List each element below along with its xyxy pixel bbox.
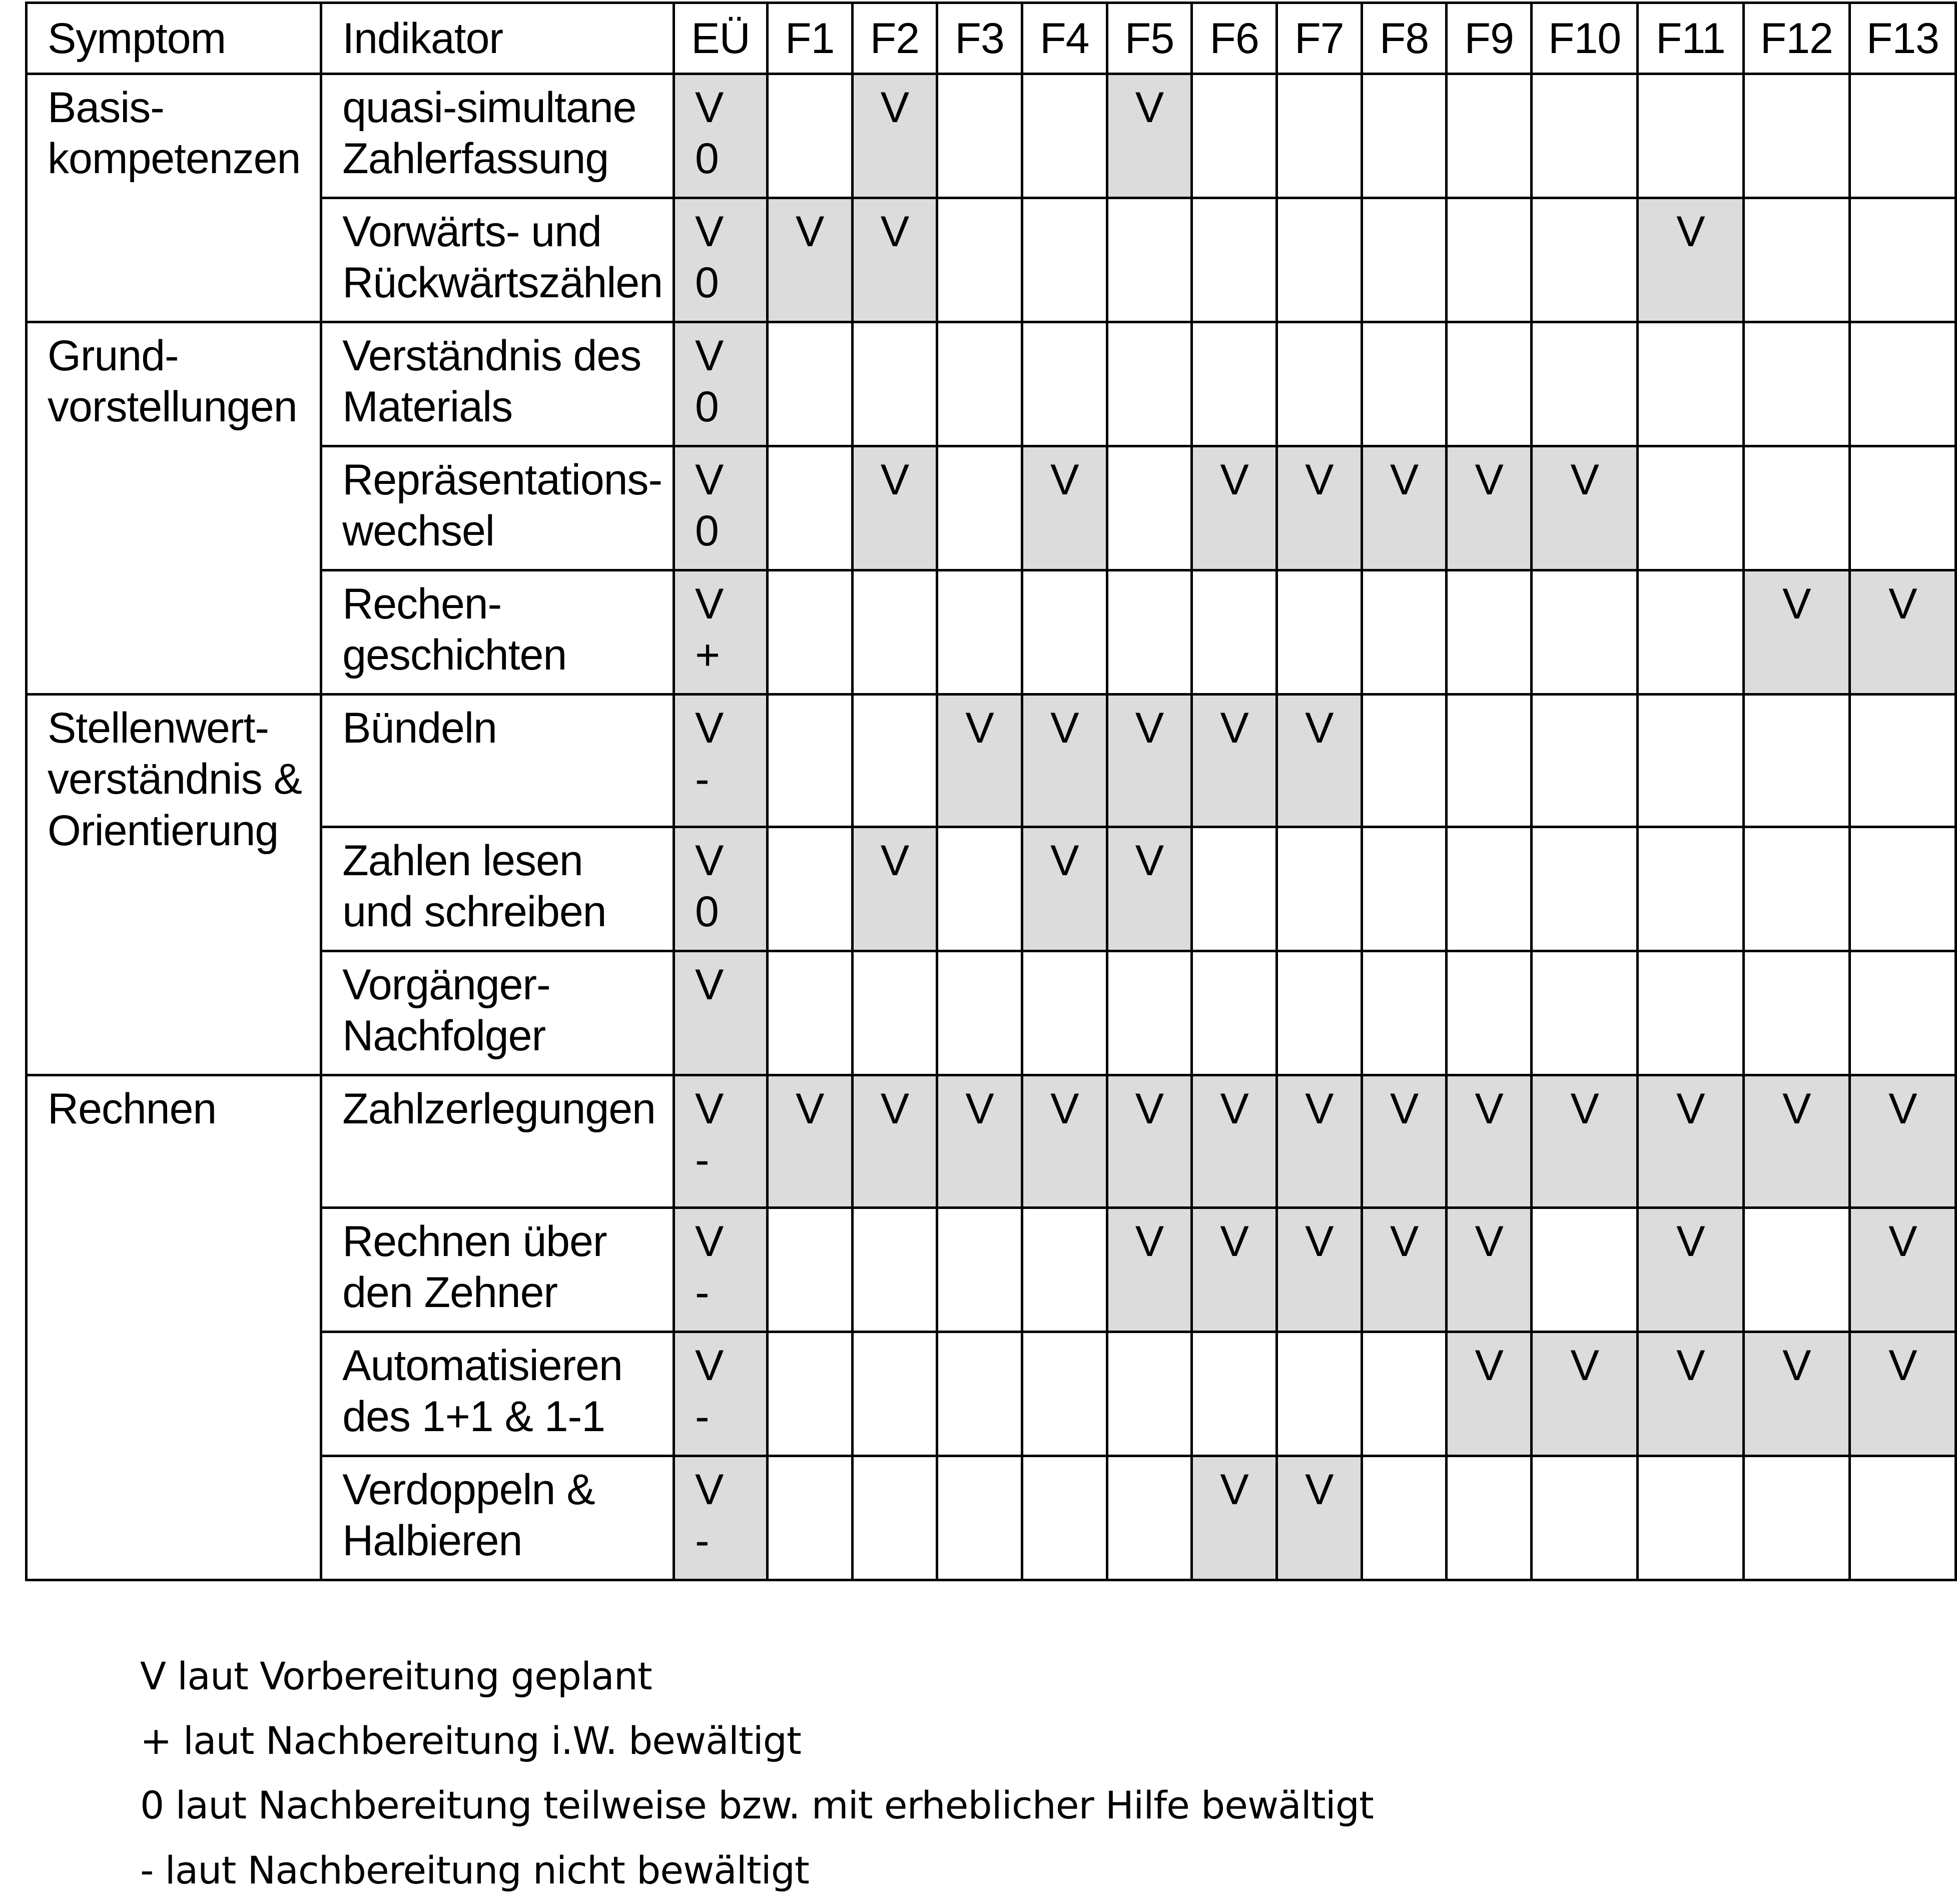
f6-cell: V [1192, 695, 1277, 827]
f13-cell: V [1849, 1332, 1955, 1456]
f4-cell: V [1022, 446, 1107, 570]
f13-cell: V [1849, 1208, 1955, 1332]
f12-cell [1743, 1456, 1849, 1580]
header-f8: F8 [1362, 3, 1447, 74]
eu-cell: V 0 [674, 198, 768, 322]
f2-cell [852, 1456, 937, 1580]
f1-cell [767, 1456, 852, 1580]
f1-cell: V [767, 1075, 852, 1208]
f1-cell [767, 1208, 852, 1332]
f3-cell [937, 446, 1022, 570]
f7-cell [1277, 951, 1362, 1075]
f6-cell [1192, 570, 1277, 695]
eu-cell: V [674, 951, 768, 1075]
indikator-cell: Zahlzerlegungen [321, 1075, 674, 1208]
f3-cell [937, 570, 1022, 695]
f1-cell: V [767, 198, 852, 322]
indikator-cell: Rechen- geschichten [321, 570, 674, 695]
f10-cell [1532, 951, 1638, 1075]
legend-item-partial: 0 laut Nachbereitung teilweise bzw. mit erheblicher Hilfe bewältigt [140, 1783, 1374, 1828]
symptom-cell: Grund- vorstellungen [27, 322, 321, 695]
indikator-cell: Verdoppeln & Halbieren [321, 1456, 674, 1580]
f11-cell [1638, 74, 1744, 198]
indikator-cell: Rechnen über den Zehner [321, 1208, 674, 1332]
f9-cell: V [1447, 1075, 1532, 1208]
f4-cell [1022, 951, 1107, 1075]
f8-cell [1362, 1332, 1447, 1456]
f5-cell: V [1107, 1208, 1192, 1332]
header-eu: EÜ [674, 3, 768, 74]
f6-cell: V [1192, 1456, 1277, 1580]
header-row [27, 3, 1956, 74]
f8-cell: V [1362, 1075, 1447, 1208]
eu-cell: V 0 [674, 74, 768, 198]
header-f13: F13 [1849, 3, 1955, 74]
f8-cell [1362, 570, 1447, 695]
f11-cell: V [1638, 1332, 1744, 1456]
indikator-cell: Bündeln [321, 695, 674, 827]
f8-cell [1362, 74, 1447, 198]
f13-cell: V [1849, 570, 1955, 695]
f1-cell [767, 446, 852, 570]
f9-cell: V [1447, 1332, 1532, 1456]
eu-cell: V - [674, 1075, 768, 1208]
f10-cell [1532, 695, 1638, 827]
f1-cell [767, 951, 852, 1075]
f6-cell [1192, 827, 1277, 951]
f12-cell [1743, 74, 1849, 198]
f1-cell [767, 827, 852, 951]
f11-cell: V [1638, 1075, 1744, 1208]
f13-cell [1849, 695, 1955, 827]
header-f3: F3 [937, 3, 1022, 74]
f11-cell: V [1638, 1208, 1744, 1332]
f12-cell: V [1743, 1075, 1849, 1208]
f12-cell [1743, 198, 1849, 322]
f12-cell: V [1743, 570, 1849, 695]
f3-cell [937, 1332, 1022, 1456]
f10-cell [1532, 570, 1638, 695]
f8-cell [1362, 827, 1447, 951]
f3-cell [937, 951, 1022, 1075]
indikator-cell: Automatisieren des 1+1 & 1-1 [321, 1332, 674, 1456]
f2-cell [852, 570, 937, 695]
f2-cell: V [852, 827, 937, 951]
header-f7: F7 [1277, 3, 1362, 74]
legend-item-mastered: + laut Nachbereitung i.W. bewältigt [140, 1718, 801, 1763]
f10-cell [1532, 1208, 1638, 1332]
header-f1: F1 [767, 3, 852, 74]
f3-cell: V [937, 1075, 1022, 1208]
f4-cell: V [1022, 1075, 1107, 1208]
header-f9: F9 [1447, 3, 1532, 74]
header-f12: F12 [1743, 3, 1849, 74]
indikator-cell: Verständnis des Materials [321, 322, 674, 446]
header-f2: F2 [852, 3, 937, 74]
f10-cell [1532, 74, 1638, 198]
f5-cell [1107, 198, 1192, 322]
f9-cell [1447, 570, 1532, 695]
table-row [27, 695, 1956, 827]
f4-cell: V [1022, 695, 1107, 827]
header-f4: F4 [1022, 3, 1107, 74]
f1-cell [767, 695, 852, 827]
f7-cell [1277, 74, 1362, 198]
indikator-cell: Zahlen lesen und schreiben [321, 827, 674, 951]
f8-cell [1362, 1456, 1447, 1580]
f7-cell: V [1277, 1456, 1362, 1580]
f11-cell [1638, 570, 1744, 695]
f3-cell [937, 1208, 1022, 1332]
f9-cell: V [1447, 446, 1532, 570]
indikator-cell: quasi-simultane Zahlerfassung [321, 74, 674, 198]
eu-cell: V 0 [674, 827, 768, 951]
f5-cell: V [1107, 74, 1192, 198]
header-f10: F10 [1532, 3, 1638, 74]
f8-cell: V [1362, 1208, 1447, 1332]
eu-cell: V - [674, 1208, 768, 1332]
f1-cell [767, 322, 852, 446]
f4-cell [1022, 74, 1107, 198]
f6-cell: V [1192, 446, 1277, 570]
f11-cell [1638, 446, 1744, 570]
eu-cell: V 0 [674, 322, 768, 446]
eu-cell: V + [674, 570, 768, 695]
f10-cell: V [1532, 446, 1638, 570]
f12-cell [1743, 446, 1849, 570]
f2-cell [852, 1208, 937, 1332]
f11-cell: V [1638, 198, 1744, 322]
f13-cell [1849, 446, 1955, 570]
table-row [27, 74, 1956, 198]
table-row [27, 1075, 1956, 1208]
f6-cell [1192, 322, 1277, 446]
f13-cell [1849, 74, 1955, 198]
f10-cell: V [1532, 1075, 1638, 1208]
f6-cell [1192, 1332, 1277, 1456]
f6-cell: V [1192, 1075, 1277, 1208]
f8-cell: V [1362, 446, 1447, 570]
f10-cell [1532, 322, 1638, 446]
f7-cell [1277, 570, 1362, 695]
f10-cell [1532, 827, 1638, 951]
f12-cell [1743, 951, 1849, 1075]
f10-cell [1532, 198, 1638, 322]
f12-cell [1743, 827, 1849, 951]
f3-cell: V [937, 695, 1022, 827]
f9-cell [1447, 74, 1532, 198]
f10-cell [1532, 1456, 1638, 1580]
f9-cell [1447, 951, 1532, 1075]
f9-cell [1447, 1456, 1532, 1580]
f12-cell [1743, 695, 1849, 827]
f5-cell: V [1107, 695, 1192, 827]
symptom-cell: Stellenwert- verständnis & Orientierung [27, 695, 321, 1075]
f13-cell [1849, 1456, 1955, 1580]
f8-cell [1362, 951, 1447, 1075]
header-f6: F6 [1192, 3, 1277, 74]
f7-cell: V [1277, 1208, 1362, 1332]
f11-cell [1638, 951, 1744, 1075]
f4-cell [1022, 1208, 1107, 1332]
f2-cell [852, 322, 937, 446]
f2-cell [852, 951, 937, 1075]
f13-cell [1849, 827, 1955, 951]
f11-cell [1638, 695, 1744, 827]
f9-cell: V [1447, 1208, 1532, 1332]
f11-cell [1638, 1456, 1744, 1580]
f9-cell [1447, 198, 1532, 322]
f5-cell [1107, 570, 1192, 695]
f3-cell [937, 322, 1022, 446]
symptom-cell: Rechnen [27, 1075, 321, 1580]
f6-cell [1192, 74, 1277, 198]
f6-cell [1192, 951, 1277, 1075]
f13-cell: V [1849, 1075, 1955, 1208]
f3-cell [937, 1456, 1022, 1580]
f2-cell [852, 695, 937, 827]
eu-cell: V - [674, 1456, 768, 1580]
f9-cell [1447, 827, 1532, 951]
indikator-cell: Repräsentations- wechsel [321, 446, 674, 570]
f6-cell [1192, 198, 1277, 322]
eu-cell: V 0 [674, 446, 768, 570]
f2-cell: V [852, 1075, 937, 1208]
table-row [27, 322, 1956, 446]
f5-cell [1107, 1332, 1192, 1456]
f8-cell [1362, 322, 1447, 446]
f6-cell: V [1192, 1208, 1277, 1332]
f7-cell [1277, 827, 1362, 951]
f7-cell: V [1277, 695, 1362, 827]
f4-cell: V [1022, 827, 1107, 951]
legend [140, 1644, 1374, 1902]
f7-cell [1277, 322, 1362, 446]
f3-cell [937, 827, 1022, 951]
f9-cell [1447, 695, 1532, 827]
f2-cell: V [852, 74, 937, 198]
f11-cell [1638, 827, 1744, 951]
f5-cell: V [1107, 1075, 1192, 1208]
eu-cell: V - [674, 1332, 768, 1456]
f13-cell [1849, 198, 1955, 322]
f7-cell: V [1277, 446, 1362, 570]
f1-cell [767, 74, 852, 198]
table-body [27, 74, 1956, 1580]
f7-cell [1277, 1332, 1362, 1456]
f1-cell [767, 1332, 852, 1456]
indikator-cell: Vorgänger- Nachfolger [321, 951, 674, 1075]
legend-item-planned: V laut Vorbereitung geplant [140, 1654, 652, 1698]
f5-cell [1107, 446, 1192, 570]
f8-cell [1362, 198, 1447, 322]
f5-cell: V [1107, 827, 1192, 951]
f5-cell [1107, 951, 1192, 1075]
f7-cell [1277, 198, 1362, 322]
header-f5: F5 [1107, 3, 1192, 74]
f4-cell [1022, 1456, 1107, 1580]
f4-cell [1022, 570, 1107, 695]
header-f11: F11 [1638, 3, 1744, 74]
f7-cell: V [1277, 1075, 1362, 1208]
f2-cell: V [852, 198, 937, 322]
f9-cell [1447, 322, 1532, 446]
f1-cell [767, 570, 852, 695]
f12-cell [1743, 1208, 1849, 1332]
f12-cell [1743, 322, 1849, 446]
f5-cell [1107, 1456, 1192, 1580]
f2-cell: V [852, 446, 937, 570]
f4-cell [1022, 322, 1107, 446]
symptom-cell: Basis- kompetenzen [27, 74, 321, 322]
f13-cell [1849, 951, 1955, 1075]
f11-cell [1638, 322, 1744, 446]
f10-cell: V [1532, 1332, 1638, 1456]
f8-cell [1362, 695, 1447, 827]
f3-cell [937, 198, 1022, 322]
legend-item-not-mastered: - laut Nachbereitung nicht bewältigt [140, 1847, 809, 1892]
f5-cell [1107, 322, 1192, 446]
f13-cell [1849, 322, 1955, 446]
f2-cell [852, 1332, 937, 1456]
f12-cell: V [1743, 1332, 1849, 1456]
f4-cell [1022, 1332, 1107, 1456]
header-symptom: Symptom [27, 3, 321, 74]
schedule-table [25, 2, 1957, 1581]
f3-cell [937, 74, 1022, 198]
eu-cell: V - [674, 695, 768, 827]
indikator-cell: Vorwärts- und Rückwärtszählen [321, 198, 674, 322]
f4-cell [1022, 198, 1107, 322]
header-indikator: Indikator [321, 3, 674, 74]
